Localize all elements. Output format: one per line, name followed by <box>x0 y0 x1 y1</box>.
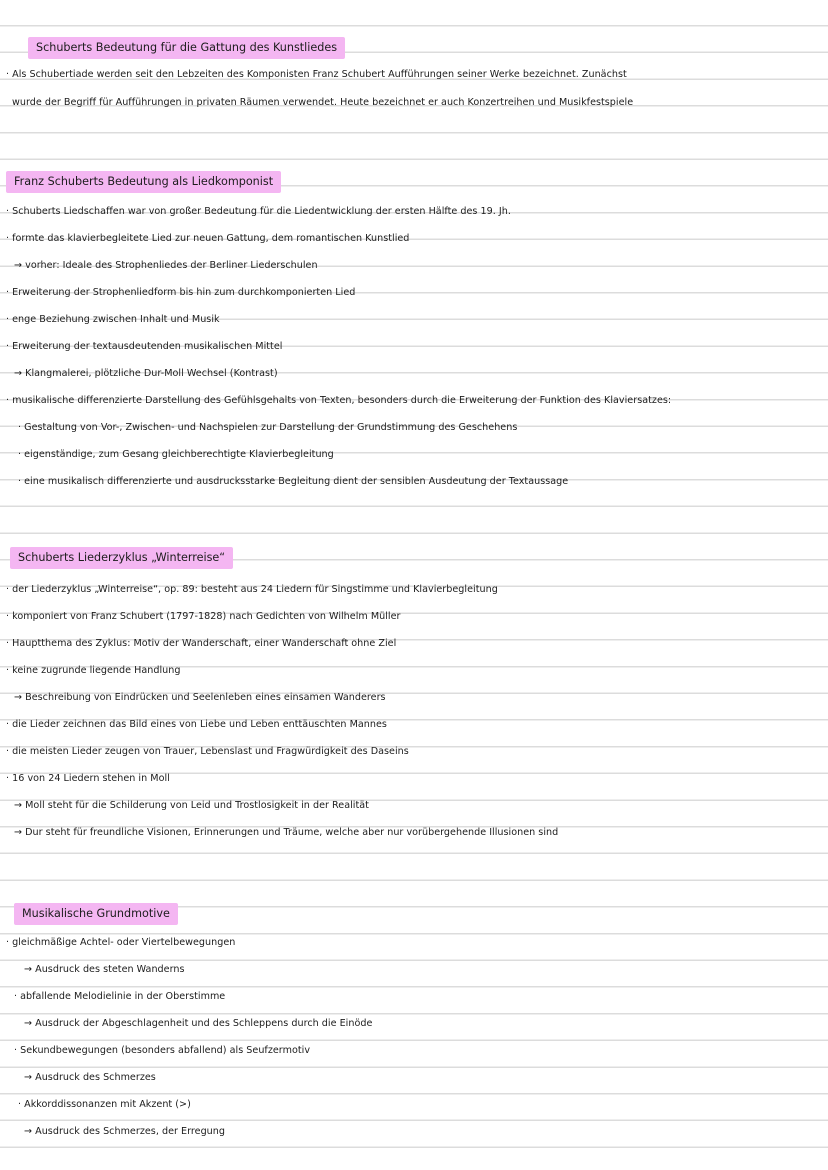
text-line: → Ausdruck der Abgeschlagenheit und des Schleppens durch die Einöde <box>24 1018 373 1029</box>
text-line: · eigenständige, zum Gesang gleichberechtigte Klavierbegleitung <box>18 449 334 460</box>
text-line: → Ausdruck des steten Wanderns <box>24 964 185 975</box>
text-line: · Erweiterung der textausdeutenden musikalischen Mittel <box>6 341 283 352</box>
text-line: · Sekundbewegungen (besonders abfallend) als Seufzermotiv <box>14 1045 311 1056</box>
text-line: · die Lieder zeichnen das Bild eines von Liebe und Leben enttäuschten Mannes <box>6 719 387 730</box>
text-line: · gleichmäßige Achtel- oder Viertelbewegungen <box>6 937 236 948</box>
text-line: → Ausdruck des Schmerzes, der Erregung <box>24 1126 225 1137</box>
text-line: · musikalische differenzierte Darstellung des Gefühlsgehalts von Texten, besonders durch die Erweiterung der Funktion des Klaviersatzes: <box>6 395 672 406</box>
text-line: → Moll steht für die Schilderung von Leid und Trostlosigkeit in der Realität <box>14 800 369 811</box>
text-line: wurde der Begriff für Aufführungen in privaten Räumen verwendet. Heute bezeichnet er auch Konzertreihen und Musikfestspiele <box>12 97 634 108</box>
section-heading-kunstlied: Schuberts Bedeutung für die Gattung des Kunstliedes <box>28 37 345 59</box>
text-line: · die meisten Lieder zeugen von Trauer, Lebenslast und Fragwürdigkeit des Daseins <box>6 746 409 757</box>
text-line: → Klangmalerei, plötzliche Dur-Moll Wechsel (Kontrast) <box>14 368 278 379</box>
section-heading-winterreise: Schuberts Liederzyklus „Winterreise“ <box>10 547 233 569</box>
text-line: · formte das klavierbegleitete Lied zur neuen Gattung, dem romantischen Kunstlied <box>6 233 410 244</box>
text-line: · Hauptthema des Zyklus: Motiv der Wanderschaft, einer Wanderschaft ohne Ziel <box>6 638 397 649</box>
text-line: · der Liederzyklus „Winterreise“, op. 89: besteht aus 24 Liedern für Singstimme und Klavierbegleitung <box>6 584 498 595</box>
text-line: → Beschreibung von Eindrücken und Seelenleben eines einsamen Wanderers <box>14 692 386 703</box>
text-line: · keine zugrunde liegende Handlung <box>6 665 181 676</box>
text-line: → vorher: Ideale des Strophenliedes der Berliner Liederschulen <box>14 260 318 271</box>
text-line: · abfallende Melodielinie in der Oberstimme <box>14 991 226 1002</box>
section-heading-liedkomponist: Franz Schuberts Bedeutung als Liedkomponist <box>6 171 281 193</box>
text-line: · Schuberts Liedschaffen war von großer Bedeutung für die Liedentwicklung der ersten Hälfte des 19. Jh. <box>6 206 511 217</box>
text-line: · Erweiterung der Strophenliedform bis hin zum durchkomponierten Lied <box>6 287 356 298</box>
text-line: · Akkorddissonanzen mit Akzent (>) <box>18 1099 191 1110</box>
section-heading-grundmotive: Musikalische Grundmotive <box>14 903 178 925</box>
text-line: · eine musikalisch differenzierte und ausdrucksstarke Begleitung dient der sensiblen Ausdeutung der Textaussage <box>18 476 569 487</box>
text-line: · enge Beziehung zwischen Inhalt und Musik <box>6 314 220 325</box>
text-line: → Dur steht für freundliche Visionen, Erinnerungen und Träume, welche aber nur vorübergehende Illusionen sind <box>14 827 559 838</box>
text-line: · Als Schubertiade werden seit den Lebzeiten des Komponisten Franz Schubert Aufführungen seiner Werke bezeichnet. Zunächst <box>6 69 627 80</box>
text-line: · 16 von 24 Liedern stehen in Moll <box>6 773 170 784</box>
text-line: → Ausdruck des Schmerzes <box>24 1072 156 1083</box>
text-line: · komponiert von Franz Schubert (1797-1828) nach Gedichten von Wilhelm Müller <box>6 611 401 622</box>
text-line: · Gestaltung von Vor-, Zwischen- und Nachspielen zur Darstellung der Grundstimmung des Geschehens <box>18 422 518 433</box>
